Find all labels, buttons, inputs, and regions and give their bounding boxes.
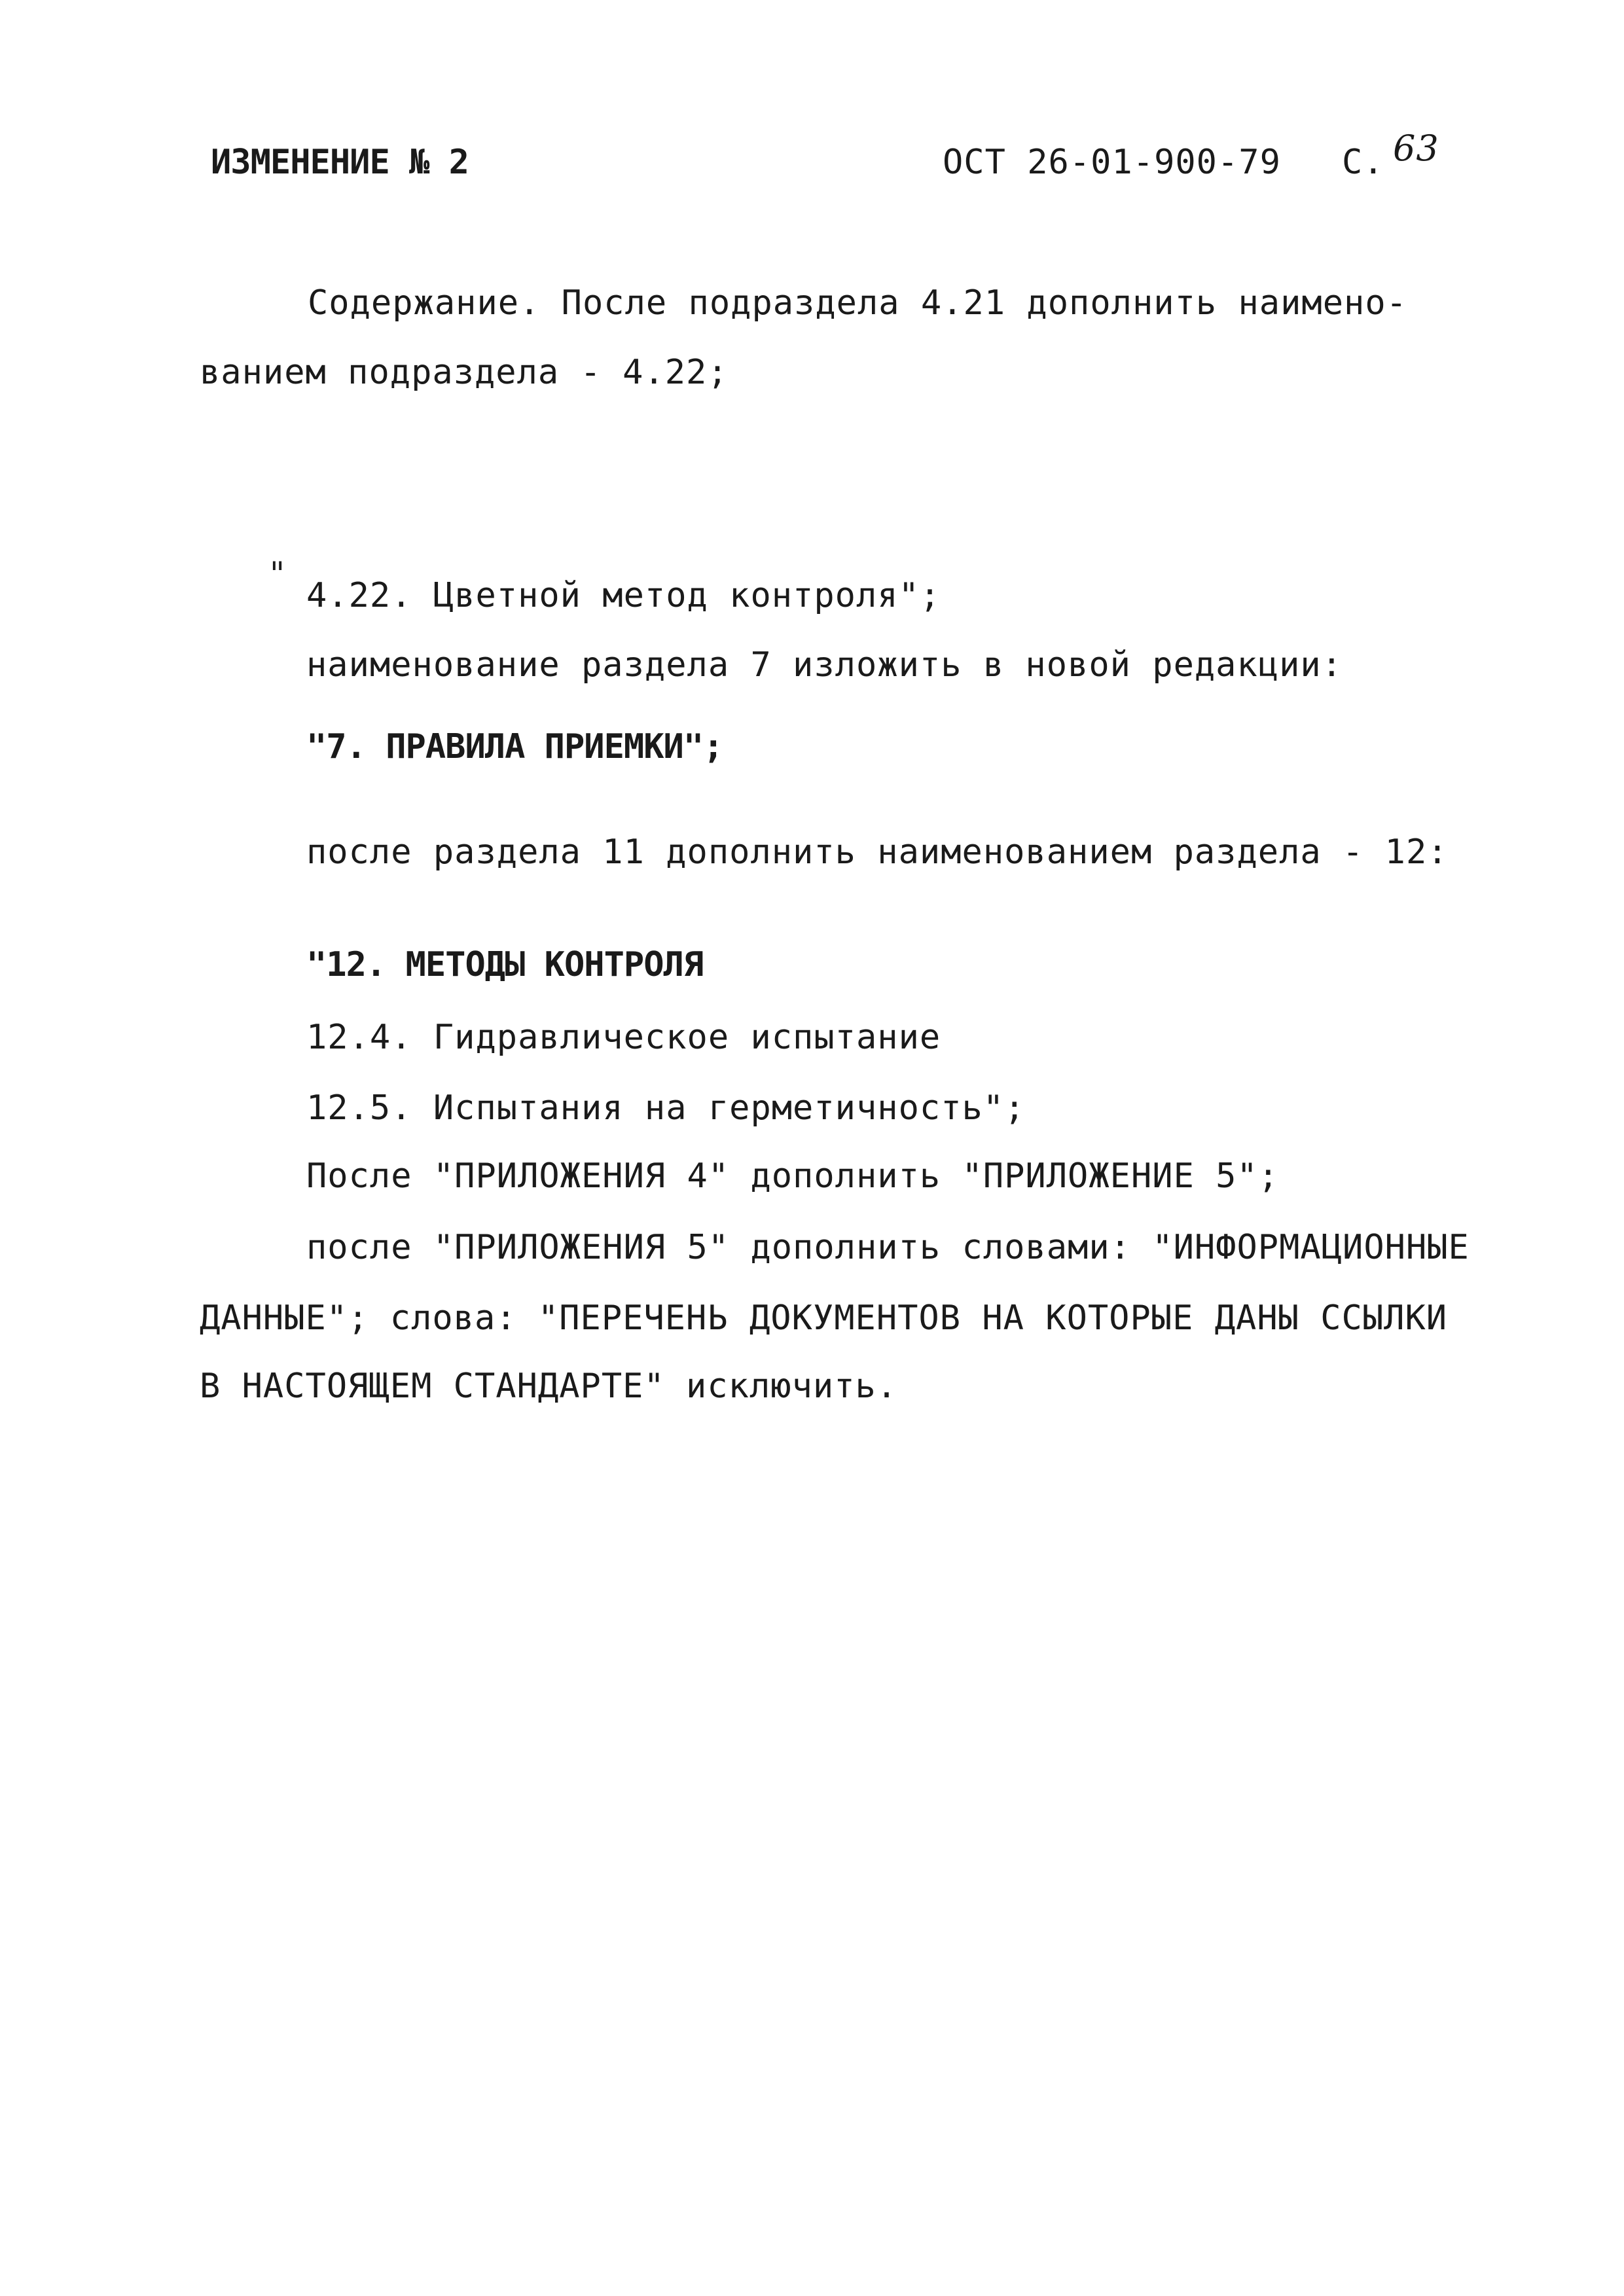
standard-designation: ОСТ 26-01-900-79 (943, 143, 1281, 182)
item-12-4: 12.4. Гидравлическое испытание (306, 1018, 941, 1057)
after-appendix-5-line-2: ДАННЫЕ"; слова: "ПЕРЕЧЕНЬ ДОКУМЕНТОВ НА КОТОРЫЕ ДАНЫ ССЫЛКИ (200, 1299, 1448, 1338)
after-appendix-5-line-3: В НАСТОЯЩЕМ СТАНДАРТЕ" исключить. (200, 1367, 898, 1406)
page-number-handwritten: 63 (1393, 128, 1439, 169)
section-7-intro: наименование раздела 7 изложить в новой редакции: (306, 645, 1343, 685)
item-12-5: 12.5. Испытания на герметичность"; (306, 1088, 1026, 1128)
contents-paragraph-line-1: Содержание. После подраздела 4.21 дополнить наимено- (308, 283, 1407, 323)
item-4-22: 4.22. Цветной метод контроля"; (306, 576, 941, 615)
section-12-title: "12. МЕТОДЫ КОНТРОЛЯ (306, 945, 704, 984)
page-number-prefix: С. (1342, 143, 1384, 182)
contents-paragraph-line-2: ванием подраздела - 4.22; (200, 353, 729, 392)
after-appendix-5-line-1: после "ПРИЛОЖЕНИЯ 5" дополнить словами: "ИНФОРМАЦИОННЫЕ (306, 1228, 1470, 1267)
section-7-title: "7. ПРАВИЛА ПРИЕМКИ"; (306, 727, 723, 766)
change-number-label: ИЗМЕНЕНИЕ № 2 (211, 143, 469, 182)
section-12-intro: после раздела 11 дополнить наименованием раздела - 12: (306, 833, 1449, 872)
handwritten-opening-quote: " (270, 555, 285, 593)
after-appendix-4-line: После "ПРИЛОЖЕНИЯ 4" дополнить "ПРИЛОЖЕНИЕ 5"; (306, 1157, 1280, 1196)
